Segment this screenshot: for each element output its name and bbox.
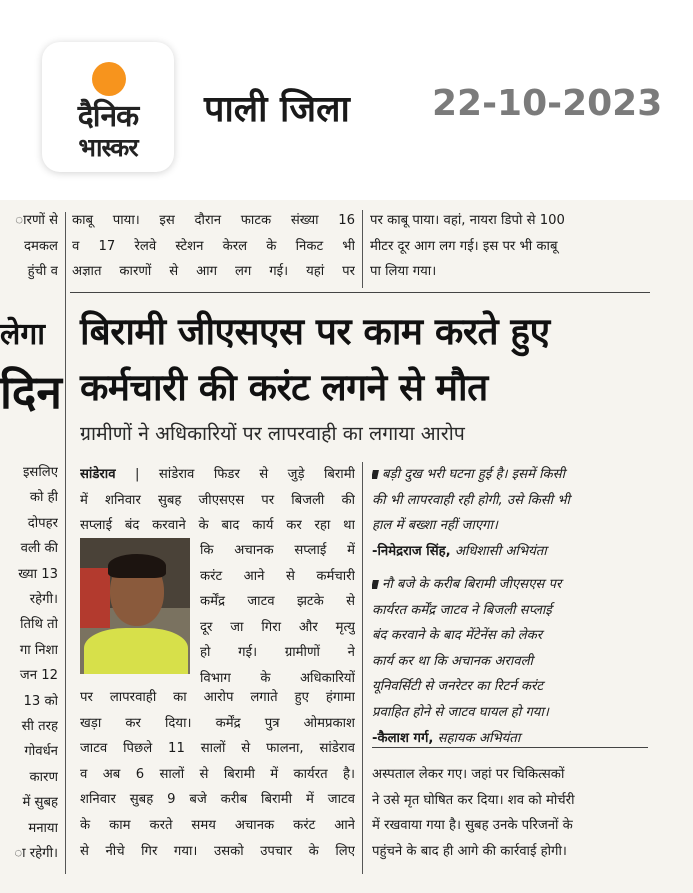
text-line: गोवर्धन xyxy=(24,744,58,760)
quote-attribution xyxy=(372,726,650,752)
text-line: कार्यरत कर्मेंद्र जाटव ने बिजली सप्लाई xyxy=(372,602,552,618)
text-line: मनाया xyxy=(28,820,58,836)
text-line: पहुंचने के बाद ही आगे की कार्रवाई होगी। xyxy=(372,843,567,859)
headline-line-1: बिरामी जीएसएस पर काम करते हुए xyxy=(80,310,550,353)
text-line: हुंची व xyxy=(27,264,58,280)
quote-designation: सहायक अभियंता xyxy=(437,730,521,746)
text-line: कि अचानक सप्लाई में xyxy=(200,543,355,558)
text-line: पर लापरवाही का आरोप लगाते हुए हंगामा xyxy=(80,690,355,705)
text-line: कार्य कर था कि अचानक अरावली xyxy=(372,653,533,669)
left-strip-top xyxy=(0,208,58,285)
text-line: 13 को xyxy=(23,693,58,709)
text-line: जन 12 xyxy=(19,668,58,684)
text-line: शनिवार सुबह 9 बजे करीब बिरामी में जाटव xyxy=(80,792,355,808)
quote-text: बड़ी दुख भरी घटना हुई है। इसमें किसी xyxy=(382,467,566,482)
text-line: कारण xyxy=(29,769,58,785)
page-header xyxy=(0,0,693,200)
quote-designation: अधिशासी अभियंता xyxy=(454,543,547,559)
text-line: इसलिए xyxy=(22,465,58,480)
text-line: दोपहर xyxy=(27,515,58,531)
text-line: हो गई। ग्रामीणों ने xyxy=(200,645,355,661)
text-line: अस्पताल लेकर गए। जहां पर चिकित्सकों xyxy=(372,767,565,782)
dateline-rest: सांडेराव फिडर से जुड़े बिरामी xyxy=(158,467,355,482)
story-intro xyxy=(80,462,355,539)
text-line: पर काबू पाया। वहां, नायरा डिपो से 100 xyxy=(370,213,565,228)
story-ending xyxy=(372,762,650,864)
text-line: सांडेराव | सांडेराव फिडर से जुड़े बिरामी xyxy=(80,467,355,482)
bullet-icon xyxy=(372,580,379,589)
text-line: करंट आने से कर्मचारी xyxy=(200,568,355,584)
edition-date: 22-10-2023 xyxy=(432,83,663,124)
text-line: ारणों से xyxy=(15,213,58,228)
text-line: काबू पाया। इस दौरान फाटक संख्या 16 xyxy=(72,213,355,228)
headline-line-2: कर्मचारी की करंट लगने से मौत xyxy=(80,366,488,409)
quote-attribution xyxy=(372,539,650,565)
dainik-bhaskar-logo xyxy=(42,42,174,172)
text-line: गा निशा xyxy=(19,642,58,658)
text-line: की भी लापरवाही रही होगी, उसे किसी भी xyxy=(372,492,570,508)
text-line: हाल में बख्शा नहीं जाएगा। xyxy=(372,518,498,534)
text-line: पा लिया गया। xyxy=(370,264,437,280)
quote-text: नौ बजे के करीब बिरामी जीएसएस पर xyxy=(382,577,562,592)
story-beside-photo xyxy=(200,538,355,692)
logo-line-2: भास्कर xyxy=(78,133,138,162)
divider xyxy=(70,292,650,293)
quote-block-2 xyxy=(372,572,650,751)
text-line: व 17 रेलवे स्टेशन केरल के निकट भी xyxy=(72,238,355,254)
column-rule xyxy=(362,210,363,288)
left-strip-headline-2: दिन xyxy=(0,365,62,419)
edition-title: पाली जिला xyxy=(204,89,350,130)
column-rule xyxy=(65,212,66,874)
text-line: प्रवाहित होने से जाटव घायल हो गया। xyxy=(372,704,549,720)
text-line: खड़ा कर दिया। कर्मेंद्र पुत्र ओमप्रकाश xyxy=(80,715,355,731)
left-strip-body xyxy=(0,460,58,867)
text-line: में रखवाया गया है। सुबह उनके परिजनों के xyxy=(372,818,573,834)
logo-line-1: दैनिक xyxy=(77,99,139,134)
sun-logo-icon xyxy=(92,62,126,96)
quote-author: -कैलाश गर्ग, xyxy=(372,730,434,746)
prev-story-middle xyxy=(72,208,355,285)
text-line: व अब 6 सालों से बिरामी में कार्यरत है। xyxy=(80,766,355,782)
text-line: बंद करवाने के बाद मेंटेनेंस को लेकर xyxy=(372,628,543,644)
prev-story-right xyxy=(370,208,650,285)
text-line: सी तरह xyxy=(21,719,58,735)
bullet-icon xyxy=(372,470,379,479)
text-line: को ही xyxy=(29,490,58,506)
newspaper-clipping xyxy=(0,200,693,893)
left-strip-headline-1: लेगा xyxy=(0,317,45,352)
text-line: ने उसे मृत घोषित कर दिया। शव को मोर्चरी xyxy=(372,792,575,808)
quote-block-1 xyxy=(372,462,650,564)
column-rule xyxy=(362,462,363,874)
text-line: सप्लाई बंद करवाने के बाद कार्य कर रहा था xyxy=(80,518,355,534)
text-line: ा रहेगी। xyxy=(14,846,58,862)
victim-photo xyxy=(80,538,190,674)
text-line: से नीचे गिर गया। उसको उपचार के लिए xyxy=(80,843,355,859)
text-line: मीटर दूर आग लग गई। इस पर भी काबू xyxy=(370,238,558,254)
text-line: जाटव पिछले 11 सालों से फालना, सांडेराव xyxy=(80,741,355,757)
text-line: तिथि तो xyxy=(20,617,58,633)
text-line: में सुबह xyxy=(22,795,58,811)
dateline: सांडेराव xyxy=(80,467,116,482)
text-line xyxy=(372,572,650,598)
text-line: दमकल xyxy=(24,238,58,254)
text-line: कर्मेंद्र जाटव झटके से xyxy=(200,594,355,610)
text-line: में शनिवार सुबह जीएसएस पर बिजली की xyxy=(80,492,355,508)
quote-author: -निमेद्रराज सिंह, xyxy=(372,543,451,559)
text-line: ख्या 13 xyxy=(18,566,58,582)
text-line: वली की xyxy=(20,541,58,557)
text-line xyxy=(372,462,650,488)
text-line: विभाग के अधिकारियों xyxy=(200,670,355,686)
text-line: यूनिवर्सिटी से जनरेटर का रिटर्न करंट xyxy=(372,679,544,695)
text-line: रहेगी। xyxy=(29,592,58,608)
subheadline: ग्रामीणों ने अधिकारियों पर लापरवाही का लगाया आरोप xyxy=(80,422,465,445)
story-below-photo xyxy=(80,685,355,864)
text-line: दूर जा गिरा और मृत्यु xyxy=(200,619,355,635)
text-line: के काम करते समय अचानक करंट आने xyxy=(80,817,355,833)
text-line: अज्ञात कारणों से आग लग गई। यहां पर xyxy=(72,264,355,280)
